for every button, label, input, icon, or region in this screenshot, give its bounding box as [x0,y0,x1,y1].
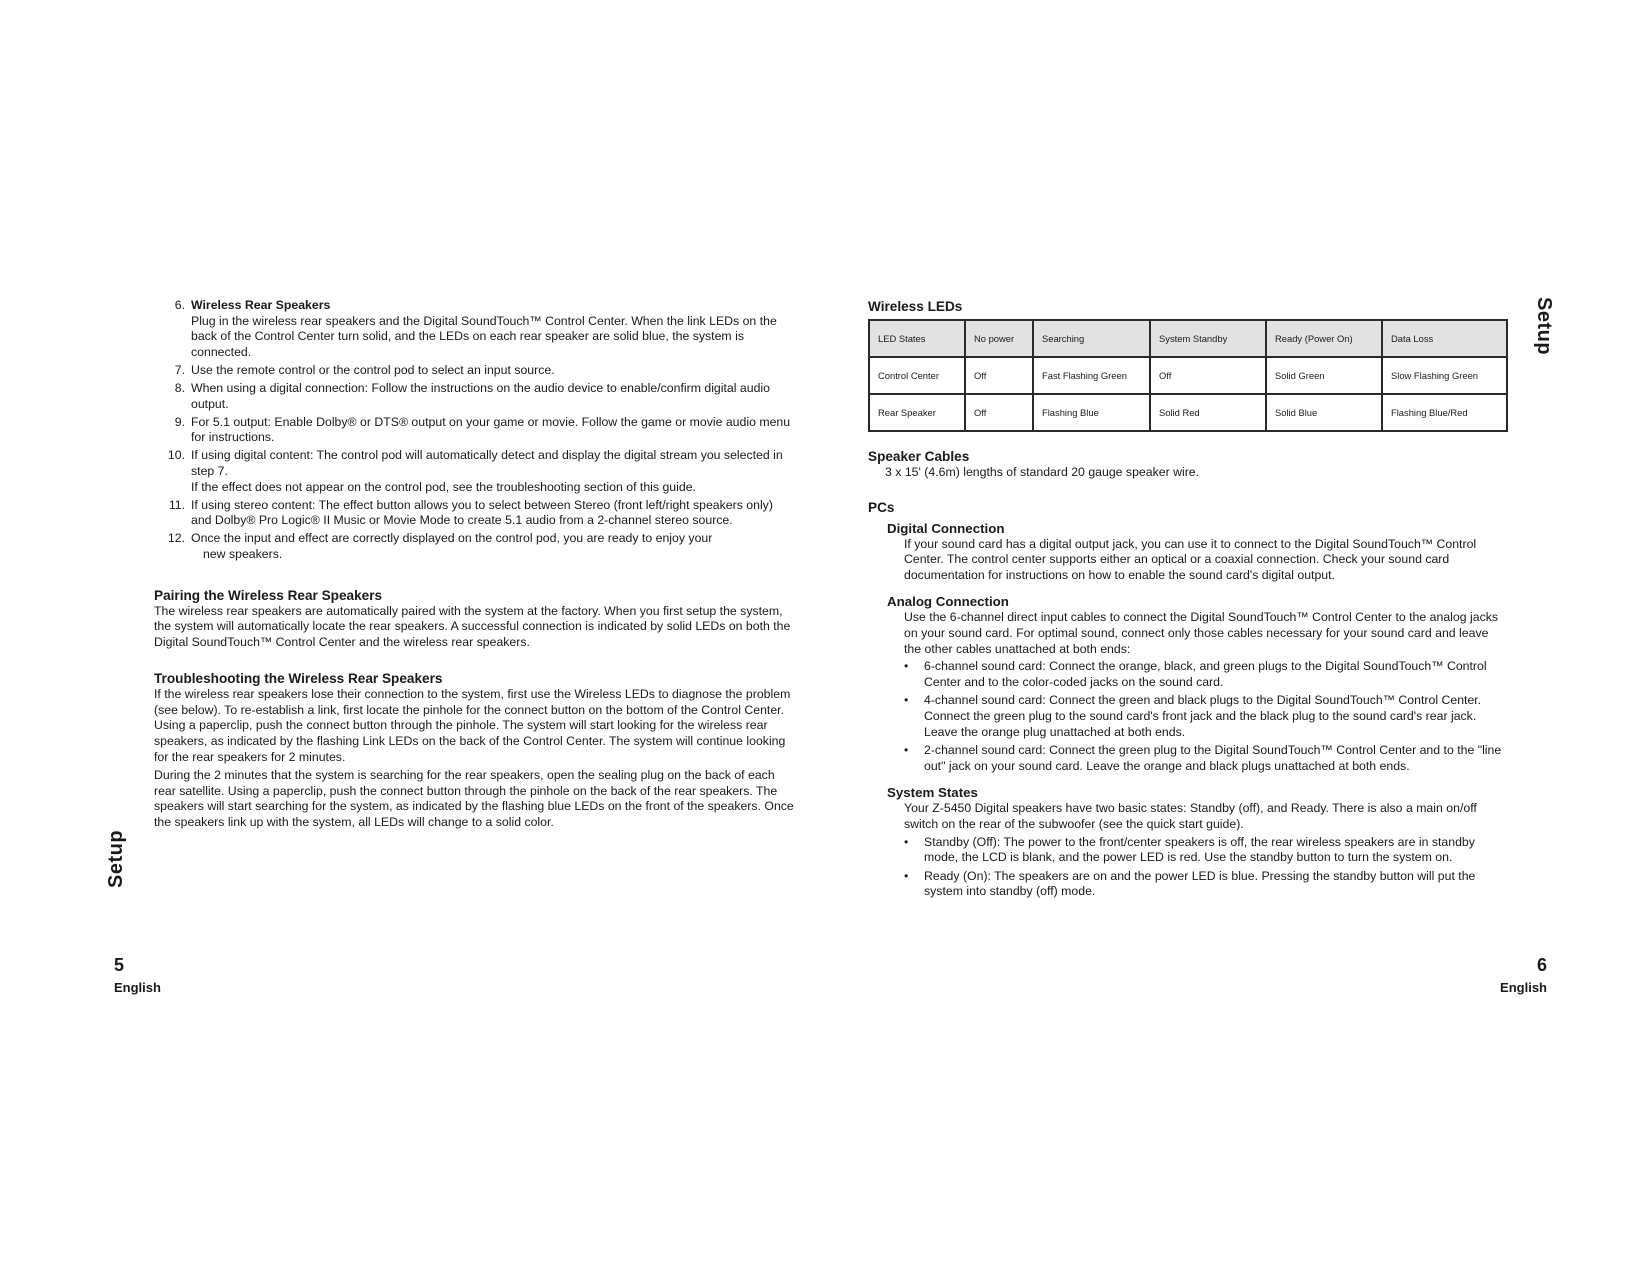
step-number: 12. [167,531,185,546]
table-cell: Rear Speaker [869,394,965,431]
step-7 [154,363,794,379]
step-number: 7. [174,362,185,377]
bullet-icon: • [904,659,909,674]
speaker-cables-section [868,448,1508,481]
wireless-leds-table [868,319,1508,432]
step-text: For 5.1 output: Enable Dolby® or DTS® output on your game or movie. Follow the game or movie audio menu for instructions. [191,414,791,445]
list-item-text: 2-channel sound card: Connect the green plug to the Digital SoundTouch™ Control Center and to the "line out" jack on your sound card. Leave the orange and black plugs unattached at both ends. [924,743,1502,773]
step-title: Wireless Rear Speakers [191,298,331,312]
page-number: 5 [114,955,125,975]
troubleshooting-para-2: During the 2 minutes that the system is searching for the rear speakers, open the sealing plug on the back of each rear satellite. Using a paperclip, push the connect button through the pinhole on the back of the rear speakers. The speakers will start searching for the system, as indicated by the flashing blue LEDs on the front of the speakers. Once the speakers link up with the system, all LEDs will change to a solid color. [154,768,794,830]
step-text: When using a digital connection: Follow the instructions on the audio device to enable/confirm digital audio output. [191,380,770,411]
table-cell: Solid Green [1266,357,1382,394]
step-10 [154,448,794,495]
wireless-leds-section [868,298,1508,432]
step-text: Use the remote control or the control pod to select an input source. [191,362,555,377]
table-row [869,394,1507,431]
table-header-cell: Ready (Power On) [1266,320,1382,357]
page-language: English [1500,980,1547,995]
table-header-cell: Data Loss [1382,320,1507,357]
wireless-leds-heading: Wireless LEDs [868,299,963,314]
step-number: 8. [174,380,185,395]
pairing-body: The wireless rear speakers are automatically paired with the system at the factory. When you first setup the system, the system will automatically locate the rear speakers. A successful connection is indicated by solid LEDs on both the Digital SoundTouch™ Control Center and the wireless rear speakers. [154,603,791,649]
step-text: If using stereo content: The effect button allows you to select between Stereo (front left/right speakers only) and Dolby® Pro Logic® II Music or Movie Mode to create 5.1 audio from a 2-channel stereo source. [191,497,773,528]
table-cell: Off [1150,357,1266,394]
table-cell: Flashing Blue/Red [1382,394,1507,431]
table-cell: Off [965,394,1033,431]
bullet-icon: • [904,743,909,758]
table-header-row [869,320,1507,357]
troubleshooting-heading: Troubleshooting the Wireless Rear Speakers [154,671,443,687]
analog-bullets [887,659,1508,774]
table-header-cell: Searching [1033,320,1150,357]
table-cell: Solid Red [1150,394,1266,431]
step-text: If the effect does not appear on the control pod, see the troubleshooting section of this guide. [191,479,696,494]
table-cell: Solid Blue [1266,394,1382,431]
step-text: Once the input and effect are correctly displayed on the control pod, you are ready to enjoy your [191,531,713,546]
system-states-body: Your Z-5450 Digital speakers have two basic states: Standby (off), and Ready. There is also a main on/off switch on the rear of the subwoofer (see the quick start guide). [904,801,1477,831]
system-states-bullets [887,835,1508,900]
left-content [154,298,794,834]
setup-steps [154,298,794,563]
speaker-cables-body: 3 x 15' (4.6m) lengths of standard 20 gauge speaker wire. [885,465,1200,479]
pairing-section [154,587,794,651]
table-header-cell: LED States [869,320,965,357]
list-item [887,693,1508,740]
system-states-section [868,784,1508,900]
digital-connection-heading: Digital Connection [887,520,1005,536]
step-text: new speakers. [203,546,283,561]
bullet-icon: • [904,868,909,883]
pcs-section [868,499,1508,900]
troubleshooting-para-1: If the wireless rear speakers lose their connection to the system, first use the Wireless LEDs to diagnose the problem (see below). To re-establish a link, first locate the pinhole for the connect button on the bottom of the Control Center. Using a paperclip, push the connect button through the pinhole. The system will start looking for the wireless rear speakers, as indicated by the flashing Link LEDs on the back of the Control Center. The system will continue looking for the rear speakers for 2 minutes. [154,687,791,764]
digital-connection-body: If your sound card has a digital output jack, you can use it to connect to the Digital SoundTouch™ Control Center. The control center supports either an optical or a coaxial connection. Check your sound card documentation for instructions on how to enable the sound card's digital output. [904,536,1477,582]
analog-connection-heading: Analog Connection [887,594,1009,610]
digital-connection-section [868,520,1508,584]
step-11 [154,498,794,529]
step-9 [154,415,794,446]
pcs-heading: PCs [868,499,895,515]
table-cell: Control Center [869,357,965,394]
step-text: If using digital content: The control pod will automatically detect and display the digital stream you selected in step 7. [191,448,783,478]
step-number: 6. [174,298,185,312]
speaker-cables-heading: Speaker Cables [868,449,970,464]
right-content [868,298,1508,903]
list-item [887,743,1508,774]
list-item-text: 6-channel sound card: Connect the orange, black, and green plugs to the Digital SoundTouch™ Control Center and to the color-coded jacks on the sound card. [924,659,1487,689]
page-language: English [114,980,161,995]
step-number: 9. [174,414,185,429]
step-number: 11. [168,497,185,512]
step-text: Plug in the wireless rear speakers and the Digital SoundTouch™ Control Center. When the link LEDs on the back of the Control Center turn solid, and the LEDs on each rear speaker are solid blue, the system is connected. [191,313,777,359]
list-item [887,835,1508,866]
bullet-icon: • [904,693,909,708]
pairing-heading: Pairing the Wireless Rear Speakers [154,587,383,603]
table-cell: Fast Flashing Green [1033,357,1150,394]
step-8 [154,381,794,412]
table-header-cell: System Standby [1150,320,1266,357]
bullet-icon: • [904,834,909,849]
list-item-text: Ready (On): The speakers are on and the power LED is blue. Pressing the standby button will put the system into standby (off) mode. [924,868,1476,899]
list-item-text: Standby (Off): The power to the front/center speakers is off, the rear wireless speakers are in standby mode, the LCD is blank, and the power LED is red. Use the standby button to turn the system on. [924,834,1475,865]
list-item [887,869,1508,900]
table-header-cell: No power [965,320,1033,357]
section-side-label: Setup [105,829,127,888]
analog-connection-body: Use the 6-channel direct input cables to connect the Digital SoundTouch™ Control Center to the analog jacks on your sound card. For optimal sound, connect only those cables necessary for your sound card and leave the other cables unattached at both ends: [904,610,1499,656]
table-cell: Off [965,357,1033,394]
step-6 [154,298,794,360]
page-number: 6 [1536,955,1547,975]
list-item [887,659,1508,690]
step-number: 10. [167,448,185,463]
analog-connection-section [868,593,1508,774]
table-row [869,357,1507,394]
table-cell: Flashing Blue [1033,394,1150,431]
section-side-label: Setup [1533,297,1555,356]
troubleshooting-section [154,670,794,830]
step-12 [154,531,794,562]
list-item-text: 4-channel sound card: Connect the green and black plugs to the Digital SoundTouch™ Control Center. Connect the green plug to the sound card's front jack and the black plug to the sound card's rear jack. Leave the orange plug unattached at both ends. [924,693,1482,739]
table-cell: Slow Flashing Green [1382,357,1507,394]
system-states-heading: System States [887,785,978,801]
